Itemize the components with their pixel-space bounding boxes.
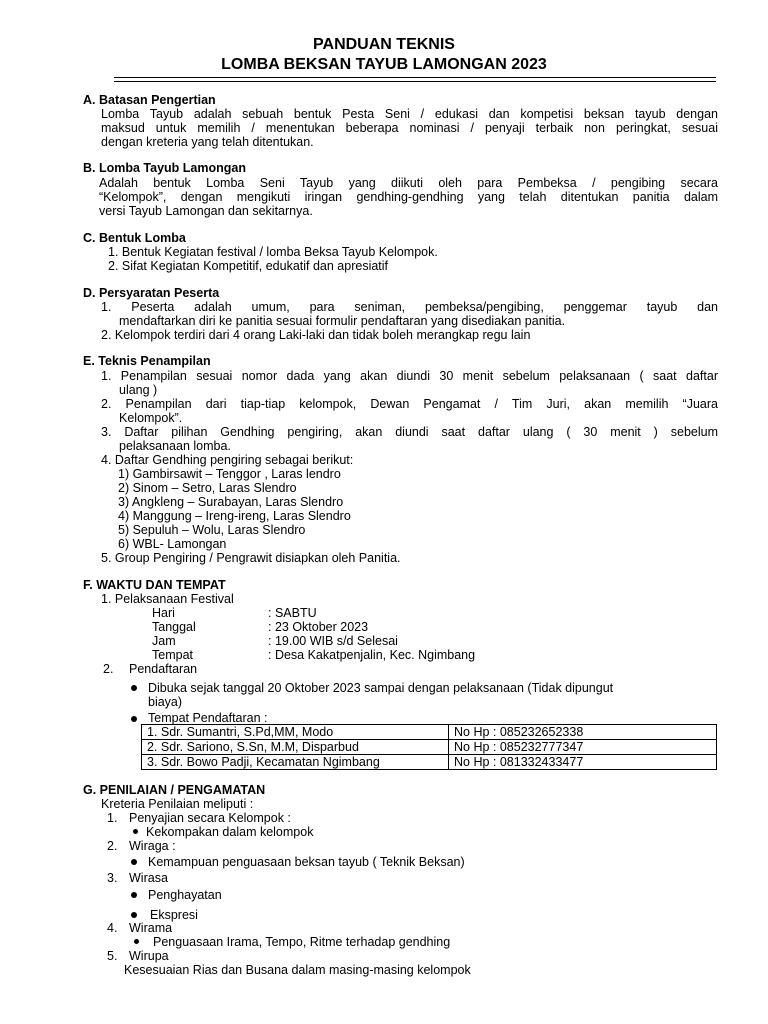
- contact-phone: No Hp : 081332433477: [449, 755, 717, 770]
- section-e-item-4: 4. Daftar Gendhing pengiring sebagai berikut:: [101, 453, 354, 467]
- section-b-line-3: versi Tayub Lamongan dan sekitarnya.: [99, 204, 313, 218]
- schedule-value: : 19.00 WIB s/d Selesai: [268, 634, 398, 648]
- criterion-label: Penyajian secara Kelompok :: [129, 811, 291, 825]
- criterion-label: Wirupa: [129, 949, 169, 963]
- section-d-heading: D. Persyaratan Peserta: [83, 286, 220, 300]
- document-title: PANDUAN TEKNIS: [313, 36, 455, 53]
- section-e-item-3-line-1: 3. Daftar pilihan Gendhing pengiring, akan diundi saat daftar ulang ( 30 menit ) sebelum: [101, 425, 718, 439]
- criterion-number: 5.: [107, 949, 118, 963]
- section-b-heading: B. Lomba Tayub Lamongan: [83, 161, 246, 175]
- criterion-detail: Kesesuaian Rias dan Busana dalam masing-masing kelompok: [124, 963, 471, 977]
- contact-phone: No Hp : 085232777347: [449, 740, 717, 755]
- section-d-item-1-line-2: mendaftarkan diri ke panitia sesuai formulir pendaftaran yang disediakan panitia.: [119, 314, 566, 328]
- section-b-line-2: “Kelompok”, dengan mengikuti iringan gendhing-gendhing yang telah ditentukan panitia dalam: [99, 190, 718, 204]
- section-e-item-2-line-2: Kelompok”.: [119, 411, 183, 425]
- schedule-label: Hari: [152, 606, 175, 620]
- schedule-value: : SABTU: [268, 606, 317, 620]
- criterion-detail: Kekompakan dalam kelompok: [146, 825, 314, 839]
- title-underline-2: [114, 81, 716, 82]
- schedule-label: Tempat: [152, 648, 193, 662]
- section-a-heading: A. Batasan Pengertian: [83, 93, 216, 107]
- criterion-label: Wiraga :: [129, 839, 176, 853]
- section-a-line-2: maksud untuk memilih / menentukan beberapa nominasi / penyaji terbaik non peringkat, sesuai: [101, 121, 718, 135]
- contact-phone: No Hp : 085232652338: [449, 725, 717, 740]
- section-e-item-3-line-2: pelaksanaan lomba.: [119, 439, 231, 453]
- contact-name: 3. Sdr. Bowo Padji, Kecamatan Ngimbang: [142, 755, 449, 770]
- section-c-heading: C. Bentuk Lomba: [83, 231, 186, 245]
- schedule-value: : Desa Kakatpenjalin, Kec. Ngimbang: [268, 648, 476, 662]
- section-e-heading: E. Teknis Penampilan: [83, 354, 211, 368]
- criterion-detail: Penguasaan Irama, Tempo, Ritme terhadap gendhing: [153, 935, 451, 949]
- section-f-item-2-number: 2.: [103, 662, 114, 676]
- criterion-number: 2.: [107, 839, 118, 853]
- table-row: [142, 755, 717, 770]
- criterion-number: 4.: [107, 921, 118, 935]
- bullet-icon: [133, 829, 138, 834]
- registration-place-label: Tempat Pendaftaran :: [148, 711, 268, 725]
- criterion-detail: Kemampuan penguasaan beksan tayub ( Teknik Beksan): [148, 855, 465, 869]
- criterion-detail: Ekspresi: [150, 908, 198, 922]
- bullet-icon: [131, 859, 137, 865]
- gendhing-item: 2) Sinom – Setro, Laras Slendro: [118, 481, 297, 495]
- section-a-line-3: dengan kreteria yang telah ditentukan.: [101, 135, 314, 149]
- section-a-line-1: Lomba Tayub adalah sebuah bentuk Pesta Seni / edukasi dan kompetisi beksan tayub dengan: [101, 107, 718, 121]
- criterion-label: Wirasa: [129, 871, 168, 885]
- section-e-item-1-line-2: ulang ): [119, 383, 158, 397]
- gendhing-item: 5) Sepuluh – Wolu, Laras Slendro: [118, 523, 306, 537]
- section-d-item-2: 2. Kelompok terdiri dari 4 orang Laki-laki dan tidak boleh merangkap regu lain: [101, 328, 531, 342]
- gendhing-item: 6) WBL- Lamongan: [118, 537, 227, 551]
- section-g-heading: G. PENILAIAN / PENGAMATAN: [83, 783, 266, 797]
- bullet-icon: [131, 685, 137, 691]
- section-e-item-1-line-1: 1. Penampilan sesuai nomor dada yang akan diundi 30 menit sebelum pelaksanaan ( saat daftar: [101, 369, 718, 383]
- registration-period-line-2: biaya): [148, 695, 183, 709]
- document-subtitle: LOMBA BEKSAN TAYUB LAMONGAN 2023: [221, 56, 547, 73]
- section-c-item-2: 2. Sifat Kegiatan Kompetitif, edukatif dan apresiatif: [108, 259, 389, 273]
- table-row: [142, 725, 717, 740]
- registration-table: [141, 724, 717, 770]
- registration-period-line-1: Dibuka sejak tanggal 20 Oktober 2023 sampai dengan pelaksanaan (Tidak dipungut: [148, 681, 614, 695]
- bullet-icon: [134, 939, 139, 944]
- title-underline-1: [114, 77, 716, 78]
- section-e-item-5: 5. Group Pengiring / Pengrawit disiapkan oleh Panitia.: [101, 551, 401, 565]
- criterion-number: 1.: [107, 811, 118, 825]
- criterion-label: Wirama: [129, 921, 173, 935]
- criterion-detail: Penghayatan: [148, 888, 222, 902]
- section-b-line-1: Adalah bentuk Lomba Seni Tayub yang diikuti oleh para Pembeksa / pengibing secara: [99, 176, 718, 190]
- schedule-label: Tanggal: [152, 620, 196, 634]
- section-e-item-2-line-1: 2. Penampilan dari tiap-tiap kelompok, Dewan Pengamat / Tim Juri, akan memilih “Juara: [101, 397, 718, 411]
- gendhing-item: 3) Angkleng – Surabayan, Laras Slendro: [118, 495, 344, 509]
- criterion-number: 3.: [107, 871, 118, 885]
- section-f-heading: F. WAKTU DAN TEMPAT: [83, 578, 226, 592]
- contact-name: 1. Sdr. Sumantri, S.Pd,MM, Modo: [142, 725, 449, 740]
- gendhing-item: 4) Manggung – Ireng-ireng, Laras Slendro: [118, 509, 351, 523]
- table-row: [142, 740, 717, 755]
- schedule-label: Jam: [152, 634, 176, 648]
- section-d-item-1-line-1: 1. Peserta adalah umum, para seniman, pembeksa/pengibing, penggemar tayub dan: [101, 300, 718, 314]
- bullet-icon: [131, 912, 137, 918]
- contact-name: 2. Sdr. Sariono, S.Sn, M.M, Disparbud: [142, 740, 449, 755]
- section-f-item-1: 1. Pelaksanaan Festival: [101, 592, 234, 606]
- bullet-icon: [131, 892, 137, 898]
- section-c-item-1: 1. Bentuk Kegiatan festival / lomba Beksa Tayub Kelompok.: [108, 245, 438, 259]
- criteria-intro: Kreteria Penilaian meliputi :: [101, 797, 254, 811]
- gendhing-item: 1) Gambirsawit – Tenggor , Laras lendro: [118, 467, 341, 481]
- bullet-icon: [131, 716, 137, 722]
- section-f-item-2-label: Pendaftaran: [129, 662, 198, 676]
- schedule-value: : 23 Oktober 2023: [268, 620, 369, 634]
